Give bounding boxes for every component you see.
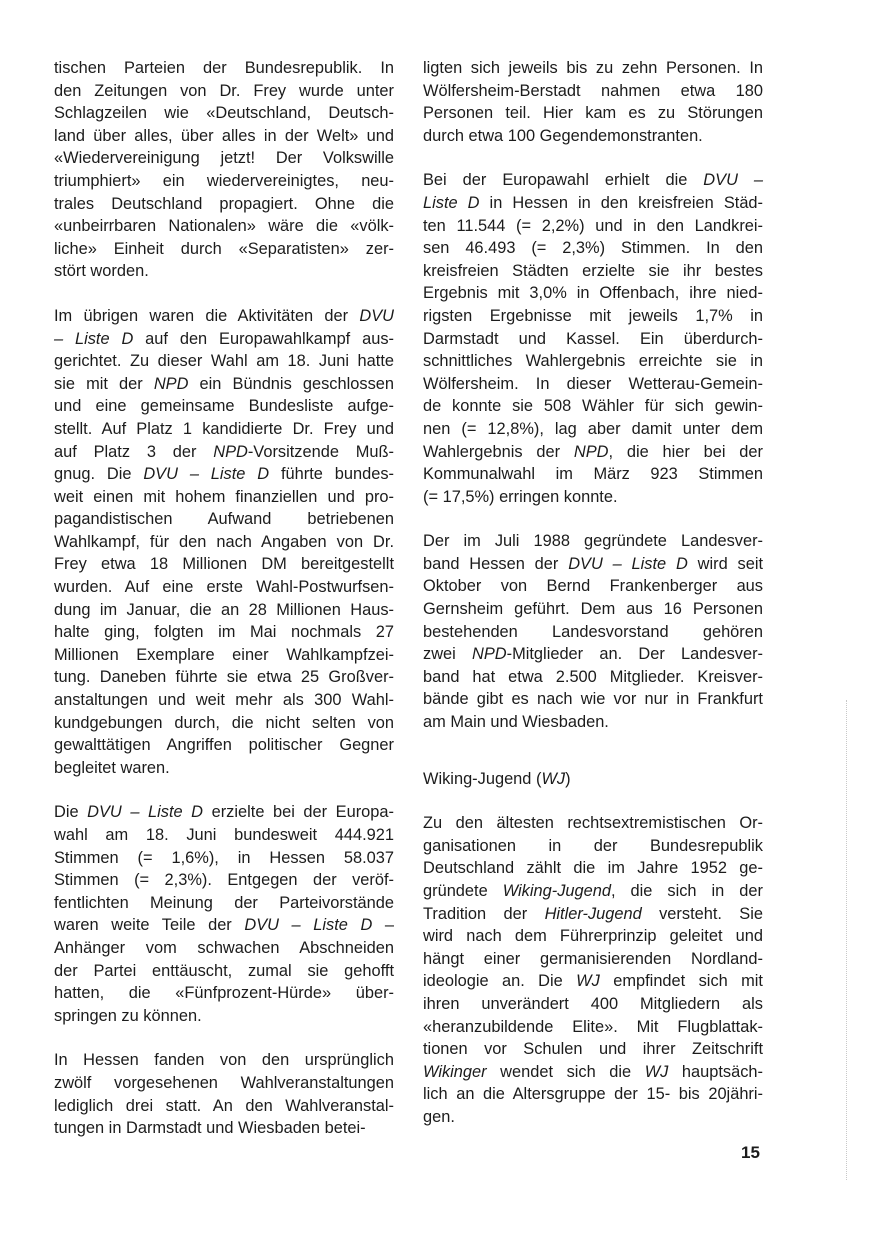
text-line: ganisationen in der Bundesrepublik — [423, 836, 763, 855]
text-line: Tradition der Hitler-Jugend versteht. Sie — [423, 904, 763, 923]
text-line: zwölf vorgesehenen Wahlveranstaltungen — [54, 1073, 394, 1092]
text-line: gerichtet. Zu dieser Wahl am 18. Juni hatte — [54, 352, 394, 371]
text-line: wird nach dem Führerprinzip geleitet und — [423, 927, 763, 946]
text-line: schnittliches Wahlergebnis erreichte sie in — [423, 352, 763, 371]
text-line: Der im Juli 1988 gegründete Landesver- — [423, 532, 763, 551]
paragraph — [423, 57, 763, 147]
text-line: Wahlergebnis der NPD, die hier bei der — [423, 442, 763, 461]
text-line: – Liste D auf den Europawahlkampf aus- — [54, 329, 394, 348]
text-line: Personen teil. Hier kam es zu Störungen — [423, 104, 763, 123]
paragraph — [423, 169, 763, 508]
text-line: der Partei enttäuscht, zumal sie gehofft — [54, 961, 394, 980]
text-line: land über alles, über alles in der Welt» und — [54, 126, 394, 145]
text-line: auf Platz 3 der NPD-Vorsitzende Muß- — [54, 442, 394, 461]
text-line: «Wiedervereinigung jetzt! Der Volkswille — [54, 149, 394, 168]
text-line: In Hessen fanden von den ursprünglich — [54, 1051, 394, 1070]
text-line: Stimmen (= 1,6%), in Hessen 58.037 — [54, 848, 394, 867]
text-line: fentlichten Meinung der Parteivorstände — [54, 893, 394, 912]
text-line: tionen vor Schulen und ihrer Zeitschrift — [423, 1040, 763, 1059]
text-line: gen. — [423, 1107, 455, 1126]
text-line: gnug. Die DVU – Liste D führte bundes- — [54, 465, 394, 484]
text-line: lich an die Altersgruppe der 15- bis 20jähri- — [423, 1085, 763, 1104]
text-line: waren weite Teile der DVU – Liste D – — [54, 916, 394, 935]
text-line: den Zeitungen von Dr. Frey wurde unter — [54, 81, 394, 100]
text-line: tungen in Darmstadt und Wiesbaden betei- — [54, 1119, 366, 1138]
text-line: stellt. Auf Platz 1 kandidierte Dr. Frey und — [54, 419, 394, 438]
text-line: ligten sich jeweils bis zu zehn Personen. In — [423, 59, 763, 77]
text-line: ideologie an. Die WJ empfindet sich mit — [423, 972, 763, 991]
text-line: gründete Wiking-Jugend, die sich in der — [423, 882, 763, 900]
paragraph — [423, 530, 763, 733]
text-line: ten 11.544 (= 2,2%) und in den Landkrei- — [423, 216, 763, 235]
text-line: «heranzubildende Elite». Mit Flugblattak- — [423, 1017, 763, 1036]
text-line: Stimmen (= 2,3%). Entgegen der veröf- — [54, 871, 394, 890]
paragraph — [54, 801, 394, 1027]
text-line: Schlagzeilen wie «Deutschland, Deutsch- — [54, 104, 394, 123]
text-line: weit einen mit hohem finanziellen und pro- — [54, 487, 394, 506]
text-line: (= 17,5%) erringen konnte. — [423, 487, 618, 506]
right-column — [423, 57, 763, 1151]
text-line: Oktober von Bernd Frankenberger aus — [423, 577, 763, 596]
text-line: zwei NPD-Mitglieder an. Der Landesver- — [423, 645, 763, 664]
text-line: Wikinger wendet sich die WJ hauptsäch- — [423, 1062, 764, 1081]
text-line: nen (= 12,8%), lag aber damit unter dem — [423, 419, 763, 438]
section-heading: Wiking-Jugend (WJ) — [423, 769, 571, 788]
text-line: triumphiert» ein wiedervereinigtes, neu- — [54, 171, 394, 190]
text-line: kundgebungen durch, die nicht selten von — [54, 713, 394, 732]
text-line: sen 46.493 (= 2,3%) Stimmen. In den — [423, 239, 763, 258]
paragraph — [54, 57, 394, 283]
text-line: dung im Januar, die an 28 Millionen Haus- — [54, 600, 394, 619]
text-line: Zu den ältesten rechtsextremistischen Or- — [423, 814, 763, 833]
text-line: begleitet waren. — [54, 758, 170, 777]
text-line: kreisfreien Städten erzielte sie ihr bestes — [423, 261, 763, 280]
text-line: Kommunalwahl im März 923 Stimmen — [423, 465, 763, 484]
left-column — [54, 57, 394, 1162]
text-line: sie mit der NPD ein Bündnis geschlossen — [54, 374, 394, 393]
text-line: gewalttätigen Angriffen politischer Gegner — [54, 736, 394, 755]
text-line: und eine gemeinsame Bundesliste aufge- — [54, 397, 394, 416]
text-line: stört worden. — [54, 262, 149, 281]
text-line: band Hessen der DVU – Liste D wird seit — [423, 554, 764, 573]
text-line: pagandistischen Aufwand betriebenen — [54, 510, 394, 529]
paragraph — [423, 812, 763, 1128]
scan-edge-marks — [846, 700, 848, 1180]
text-line: Darmstadt und Kassel. Ein überdurch- — [423, 329, 763, 348]
text-line: lediglich drei statt. An den Wahlveranstal- — [54, 1096, 394, 1115]
text-line: Ergebnis mit 3,0% in Offenbach, ihre nied- — [423, 284, 763, 303]
text-line: Wölfersheim. In dieser Wetterau-Gemein- — [423, 374, 763, 393]
text-line: «unbeirrbaren Nationalen» wäre die «völk- — [54, 217, 394, 236]
text-line: Wahlkampf, für den nach Angaben von Dr. — [54, 532, 394, 551]
page-number: 15 — [741, 1143, 760, 1162]
text-line: springen zu können. — [54, 1006, 202, 1025]
text-line: hängt einer germanisierenden Nordland- — [423, 949, 763, 968]
text-line: Deutschland zählt die im Jahre 1952 ge- — [423, 859, 763, 878]
text-line: bände gibt es nach wie vor nur in Frankfurt — [423, 690, 763, 709]
text-line: liche» Einheit durch «Separatisten» zer- — [54, 239, 394, 258]
text-line: Im übrigen waren die Aktivitäten der DVU — [54, 306, 394, 325]
text-line: Gernsheim geführt. Dem aus 16 Personen — [423, 600, 763, 619]
text-line: wahl am 18. Juni bundesweit 444.921 — [54, 826, 394, 844]
paragraph — [54, 1049, 394, 1139]
text-line: bestehenden Landesvorstand gehören — [423, 622, 763, 641]
text-line: halte ging, folgten im Mai nochmals 27 — [54, 623, 394, 642]
text-line: tischen Parteien der Bundesrepublik. In — [54, 59, 394, 77]
text-line: Die DVU – Liste D erzielte bei der Europa- — [54, 803, 394, 822]
text-line: ihren unverändert 400 Mitgliedern als — [423, 994, 763, 1013]
text-line: durch etwa 100 Gegendemonstranten. — [423, 126, 703, 145]
text-line: Wölfersheim-Berstadt nahmen etwa 180 — [423, 81, 763, 100]
text-line: band hat etwa 2.500 Mitglieder. Kreisver- — [423, 667, 763, 686]
text-line: de konnte sie 508 Wähler für sich gewin- — [423, 397, 763, 416]
text-line: Millionen Exemplare einer Wahlkampfzei- — [54, 645, 394, 664]
text-line: am Main und Wiesbaden. — [423, 713, 609, 732]
text-line: tung. Daneben führte sie etwa 25 Großver- — [54, 668, 394, 687]
text-line: anstaltungen und weit mehr als 300 Wahl- — [54, 691, 394, 710]
text-line: Anhänger vom schwachen Abschneiden — [54, 938, 394, 957]
paragraph — [54, 305, 394, 779]
text-line: Bei der Europawahl erhielt die DVU – — [423, 171, 763, 190]
text-line: Liste D in Hessen in den kreisfreien Städ- — [423, 193, 764, 212]
text-line: rigsten Ergebnisse mit jeweils 1,7% in — [423, 306, 763, 325]
text-line: hatten, die «Fünfprozent-Hürde» über- — [54, 984, 394, 1003]
text-line: wurden. Auf eine erste Wahl-Postwurfsen- — [54, 578, 394, 597]
text-line: Frey etwa 18 Millionen DM bereitgestellt — [54, 555, 394, 574]
text-line: trales Deutschland propagiert. Ohne die — [54, 194, 394, 213]
